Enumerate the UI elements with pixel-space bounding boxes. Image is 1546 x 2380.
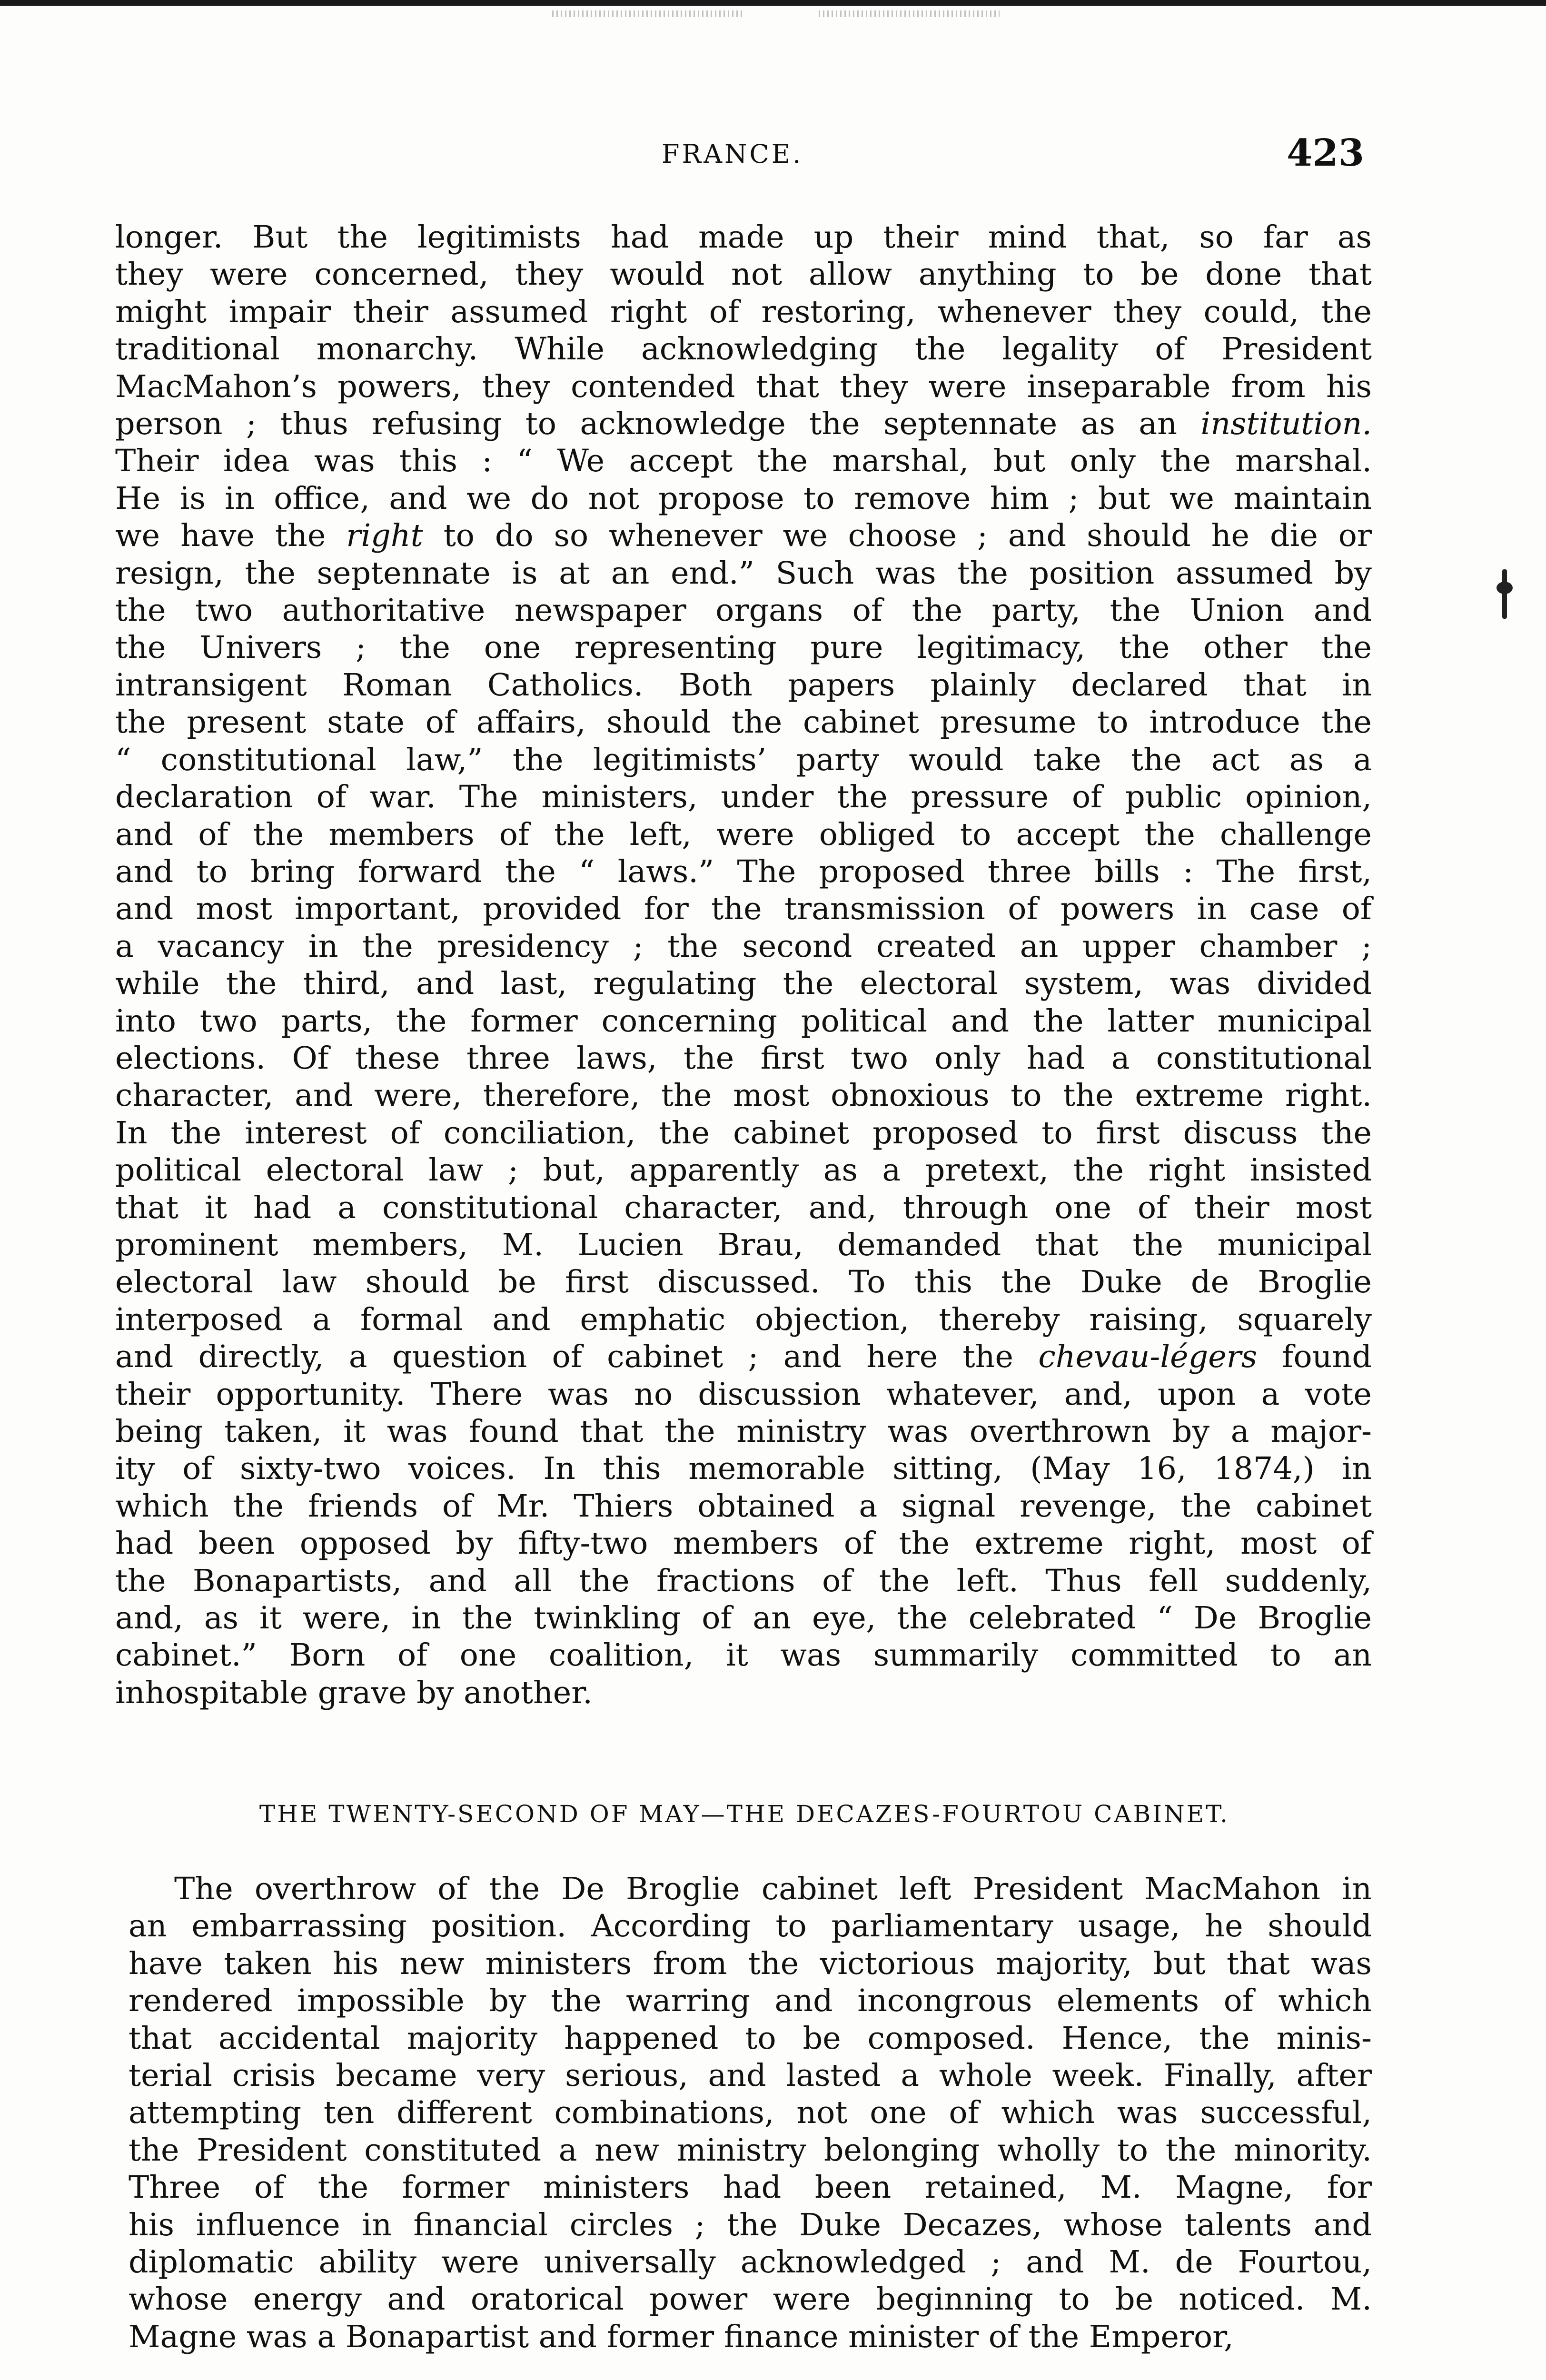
text-line: attempting ten different combinations, not one of which was successful, [129,2095,1372,2131]
text-line: and of the members of the left, were obliged to accept the challenge [115,816,1372,853]
text-line: Their idea was this : “ We accept the marshal, but only the marshal. [115,443,1372,479]
text-line: “ constitutional law,” the legitimists’ party would take the act as a [115,742,1372,778]
text-line: declaration of war. The ministers, under the pressure of public opinion, [115,779,1372,815]
text-line: He is in office, and we do not propose to remove him ; but we maintain [115,480,1372,516]
text-line: Three of the former ministers had been retained, M. Magne, for [129,2170,1372,2206]
text-line: and, as it were, in the twinkling of an eye, the celebrated “ De Broglie [115,1600,1372,1636]
page-number: 423 [1287,131,1364,175]
text-line: an embarrassing position. According to parliamentary usage, he should [129,1908,1372,1944]
text-line: the Bonapartists, and all the fractions of the left. Thus fell suddenly, [115,1563,1372,1599]
italic-term: chevau-légers [1038,1339,1258,1375]
text-line: the present state of affairs, should the cabinet presume to introduce the [115,704,1372,741]
italic-term: right [346,518,423,554]
text-line: ity of sixty-two voices. In this memorable sitting, (May 16, 1874,) in [115,1451,1372,1487]
scan-speckle [819,10,1000,17]
text-segment: we have the [115,518,347,554]
text-line: interposed a formal and emphatic objection, thereby raising, squarely [115,1301,1372,1338]
text-line: the two authoritative newspaper organs of the party, the Union and [115,593,1372,629]
text-line: longer. But the legitimists had made up their mind that, so far as [115,219,1372,255]
text-line: that it had a constitutional character, and, through one of their most [115,1190,1372,1226]
text-line [115,406,1372,443]
text-line: they were concerned, they would not allow anything to be done that [115,257,1372,293]
body-paragraph-continued [115,219,1372,1712]
text-segment: to do so whenever we choose ; and should he die or [423,518,1372,554]
text-line: the President constituted a new ministry belonging wholly to the minority. [129,2132,1372,2168]
section-heading: THE TWENTY-SECOND OF MAY—THE DECAZES-FOURTOU CABINET. [259,1800,1230,1828]
text-line: while the third, and last, regulating the electoral system, was divided [115,966,1372,1002]
text-line: resign, the septennate is at an end.” Such was the position assumed by [115,555,1372,591]
text-line: being taken, it was found that the ministry was overthrown by a major- [115,1414,1372,1449]
text-line: into two parts, the former concerning political and the latter municipal [115,1003,1372,1039]
body-paragraph-new-section [129,1871,1372,2356]
scan-top-edge [0,0,1546,6]
text-segment: found [1257,1339,1372,1375]
text-line: In the interest of conciliation, the cabinet proposed to first discuss the [115,1115,1372,1151]
text-segment: and directly, a question of cabinet ; and here the [115,1339,1039,1375]
text-line: and most important, provided for the transmission of powers in case of [115,891,1372,927]
text-line: have taken his new ministers from the victorious majority, but that was [129,1945,1372,1982]
text-line: traditional monarchy. While acknowledging the legality of President [115,331,1372,367]
scan-speckle [552,10,743,17]
text-line: cabinet.” Born of one coalition, it was summarily committed to an [115,1637,1372,1674]
text-segment: person ; thus refusing to acknowledge the septennate as an [115,406,1201,442]
text-line: prominent members, M. Lucien Brau, demanded that the municipal [115,1227,1372,1263]
text-line: the Univers ; the one representing pure legitimacy, the other the [115,630,1372,666]
text-line: intransigent Roman Catholics. Both papers plainly declared that in [115,667,1372,703]
text-line: had been opposed by fifty-two members of the extreme right, most of [115,1526,1372,1562]
text-line: character, and were, therefore, the most obnoxious to the extreme right. [115,1078,1372,1114]
running-title: FRANCE. [662,139,803,169]
text-line: their opportunity. There was no discussion whatever, and, upon a vote [115,1376,1372,1412]
text-line: rendered impossible by the warring and incongrous elements of which [129,1983,1372,2019]
text-line: MacMahon’s powers, they contended that they were inseparable from his [115,368,1372,405]
text-line: that accidental majority happened to be composed. Hence, the minis- [129,2020,1372,2056]
text-line: which the friends of Mr. Thiers obtained a signal revenge, the cabinet [115,1488,1372,1524]
text-line: whose energy and oratorical power were beginning to be noticed. M. [129,2281,1372,2318]
text-line: electoral law should be first discussed. To this the Duke de Broglie [115,1264,1372,1300]
text-line: might impair their assumed right of restoring, whenever they could, the [115,294,1372,330]
text-line: terial crisis became very serious, and lasted a whole week. Finally, after [129,2058,1372,2094]
text-line: elections. Of these three laws, the first two only had a constitutional [115,1040,1372,1076]
text-line [115,517,1372,555]
margin-pointer-mark [1502,569,1507,619]
text-line [115,1339,1372,1376]
text-line: a vacancy in the presidency ; the second created an upper chamber ; [115,928,1372,964]
text-line: inhospitable grave by another. [115,1675,593,1711]
text-line: The overthrow of the De Broglie cabinet left President MacMahon in [174,1871,1372,1907]
text-line: his influence in financial circles ; the Duke Decazes, whose talents and [129,2207,1372,2243]
text-line: and to bring forward the “ laws.” The proposed three bills : The first, [115,853,1372,890]
italic-term: institution. [1200,406,1372,442]
text-line: political electoral law ; but, apparently as a pretext, the right insisted [115,1152,1372,1189]
text-line: Magne was a Bonapartist and former finance minister of the Emperor, [129,2319,1234,2355]
text-line: diplomatic ability were universally acknowledged ; and M. de Fourtou, [129,2244,1372,2281]
